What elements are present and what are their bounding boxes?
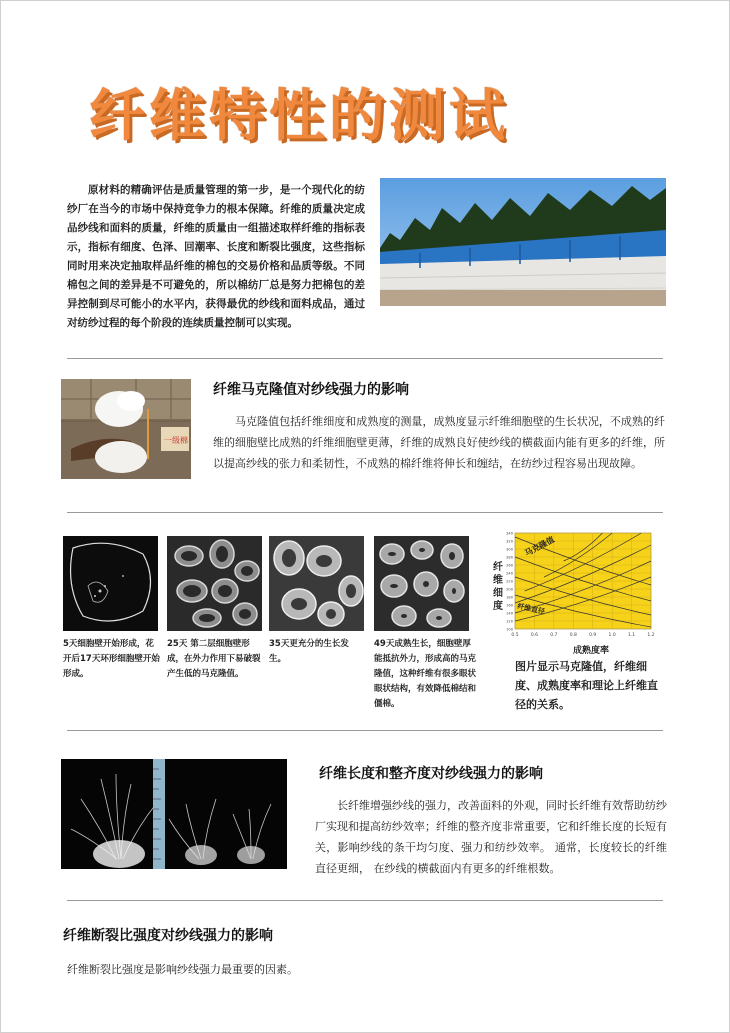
sem-mature-cell-illustration (374, 536, 469, 631)
sem-caption-5-day: 5天细胞壁开始形成，花开后17天环形细胞壁开始形成。 (63, 639, 160, 679)
divider (67, 512, 663, 513)
chart-y-tick-label: 240 (506, 571, 513, 576)
cotton-bales-photo (380, 178, 666, 306)
sem-image-49-day (374, 536, 469, 631)
chart-y-tick-label: 300 (506, 547, 513, 552)
chart-x-tick-label: 0.6 (530, 633, 539, 638)
fiber-tufts-illustration (61, 759, 287, 869)
chart-y-tick-label: 200 (506, 587, 513, 592)
sem-early-cell-illustration (63, 536, 158, 631)
chart-x-tick-label: 1.0 (608, 633, 616, 638)
chart-y-tick-label: 320 (506, 539, 513, 544)
chart-y-tick-label: 180 (506, 595, 513, 600)
sem-caption-25-day: 25天 第二层细胞壁形成，在外力作用下易破裂产生低的马克隆值。 (167, 639, 261, 679)
chart-y-tick-label: 260 (506, 563, 513, 568)
chart-y-axis-label: 纤维细度 (493, 562, 503, 612)
cotton-sample-photo (61, 379, 191, 479)
chart-y-tick-label: 140 (506, 611, 513, 616)
divider (67, 900, 663, 901)
chart-x-axis-label: 成熟度率 (573, 646, 610, 656)
chart-y-tick-label: 100 (506, 627, 513, 632)
sem-image-25-day (167, 536, 262, 631)
micronaire-chart (495, 525, 657, 645)
chart-x-tick-label: 0.5 (511, 633, 519, 638)
page-title: 纤维特性的测试 (89, 84, 509, 149)
intro-paragraph: 原材料的精确评估是质量管理的第一步，是一个现代化的纺纱厂在当今的市场中保持竞争力的根本保障。纤维的质量决定成品纱线和面料的质量，纤维的质量由一组描述取样纤维的指标表示，指标有细度、色泽、回潮率、长度和断裂比强度，这些指标同时用来决定抽取样品纤维的棉包的交易价格和品质等级。不同棉包之间的差异是不可避免的，所以棉纺厂总是努力把棉包的差异控制到尽可能小的水平内，获得最优的纱线和面料成品，通过对纺纱过程的每个阶段的连续质量控制可以实现。 (67, 184, 365, 329)
sem-caption-35-day: 35天更充分的生长发生。 (269, 639, 349, 664)
section-body-micronaire: 马克隆值包括纤维细度和成熟度的测量，成熟度显示纤维细胞壁的生长状况，不成熟的纤维的细胞壁比成熟的纤维细胞壁更薄，纤维的成熟良好使纱线的横截面内能有更多的纤维，所以提高纱线的张力和柔韧性，不成熟的棉纤维将伸长和缠结，在纺纱过程容易出现故障。 (213, 415, 665, 470)
chart-y-tick-label: 160 (506, 603, 513, 608)
chart-y-tick-label: 220 (506, 579, 513, 584)
chart-x-tick-label: 0.9 (589, 633, 597, 638)
chart-x-tick-label: 0.8 (569, 633, 577, 638)
chart-annotation-micronaire: 马克隆值 (523, 534, 556, 558)
chart-y-tick-label: 120 (506, 619, 513, 624)
sem-secondary-wall-illustration (167, 536, 262, 631)
sem-fuller-growth-illustration (269, 536, 364, 631)
section-body-strength: 纤维断裂比强度是影响纱线强力最重要的因素。 (67, 963, 298, 976)
section-heading-micronaire: 纤维马克隆值对纱线强力的影响 (213, 382, 409, 398)
divider (67, 730, 663, 731)
cotton-bales-illustration (380, 178, 666, 306)
cotton-handful-illustration (61, 379, 191, 479)
section-heading-length: 纤维长度和整齐度对纱线强力的影响 (319, 766, 543, 782)
chart-x-tick-label: 1.2 (647, 633, 655, 638)
chart-caption: 图片显示马克隆值，纤维细度、成熟度率和理论上纤维直径的关系。 (515, 660, 658, 711)
sem-image-5-day (63, 536, 158, 631)
sem-image-35-day (269, 536, 364, 631)
cotton-grade-sign: 一级棉 (164, 436, 188, 445)
micronaire-chart-svg (495, 525, 657, 645)
fiber-length-photo (61, 759, 287, 869)
chart-annotation-diameter: 纤维直径 (516, 602, 546, 616)
chart-x-tick-label: 0.7 (550, 633, 558, 638)
section-heading-strength: 纤维断裂比强度对纱线强力的影响 (63, 928, 273, 944)
chart-x-tick-label: 1.1 (627, 633, 636, 638)
divider (67, 358, 663, 359)
sem-caption-49-day: 49天成熟生长，细胞壁厚能抵抗外力，形成高的马克隆值，这种纤维有很多眼状眼状结构，有效降低棉结和僵棉。 (374, 639, 477, 709)
section-body-length: 长纤维增强纱线的强力，改善面料的外观，同时长纤维有效帮助纺纱厂实现和提高纺纱效率；纤维的整齐度非常重要，它和纤维长度的长短有关，影响纱线的条干均匀度、强力和纺纱效率。 通常，长度较长的纤维直径更细， 在纱线的横截面内有更多的纤维根数。 (315, 799, 667, 875)
chart-y-tick-label: 340 (506, 531, 513, 536)
chart-y-tick-label: 280 (506, 555, 513, 560)
